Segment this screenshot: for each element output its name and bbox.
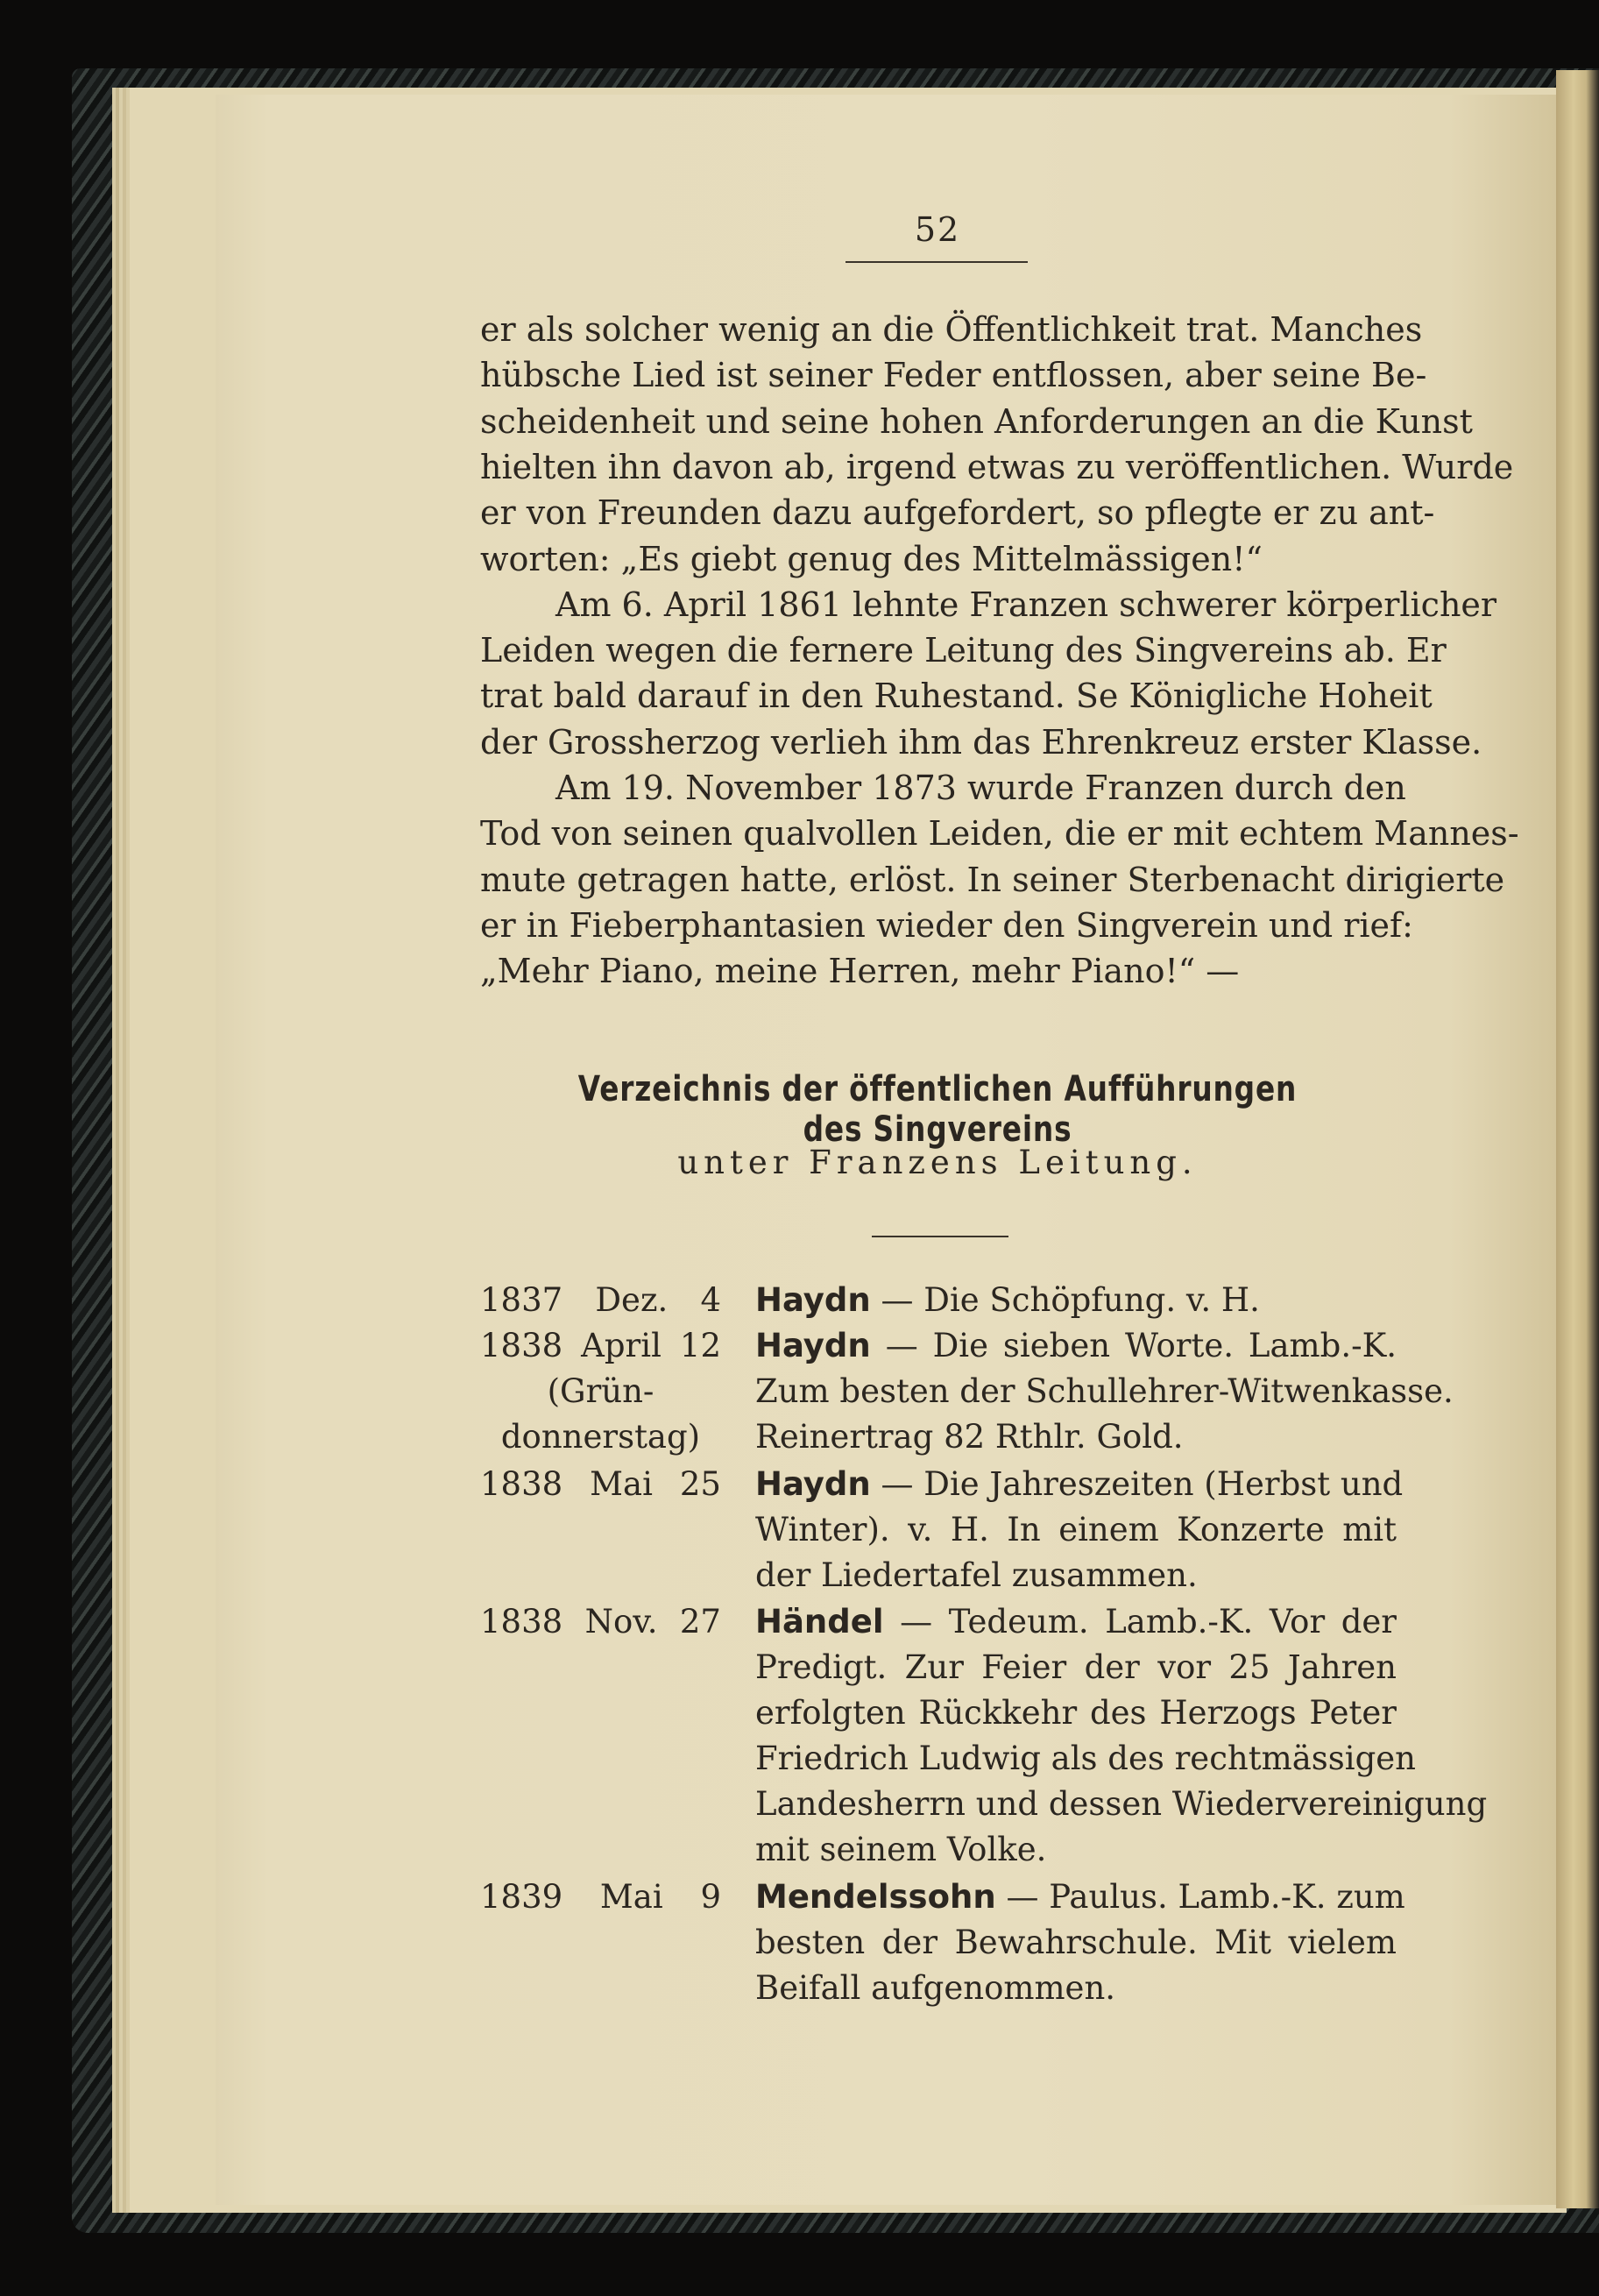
entry-date-note: donnerstag) [500, 1418, 701, 1456]
entry-line [755, 1278, 1397, 1323]
entry-work: — Paulus. Lamb.-K. zum [1006, 1878, 1405, 1917]
section-rule [872, 1236, 1008, 1237]
section-heading: Verzeichnis der öffentlichen Aufführungen des Singvereins [577, 1069, 1298, 1150]
entry-month: Nov. [584, 1602, 658, 1641]
entry-line: besten der Bewahrschule. Mit vielem [755, 1924, 1397, 1962]
entry-date [480, 1599, 721, 1645]
entry-day: 25 [679, 1464, 721, 1503]
section-subheading: unter Franzens Leitung. [677, 1144, 1198, 1181]
entry-composer: Haydn [755, 1464, 871, 1503]
entry-description [755, 1874, 1405, 2011]
entry-line [755, 1599, 1397, 1645]
facing-page-edge [1556, 70, 1599, 2208]
entry-date [480, 1874, 721, 1920]
entry-line: der Liedertafel zusammen. [755, 1555, 1198, 1594]
entry-month: Mai [590, 1464, 653, 1503]
entry-day: 9 [700, 1878, 721, 1917]
text-line: er in Fieberphantasien wieder den Singverein und rief: [480, 905, 1413, 945]
entry-work: — Die Schöpfung. v. H. [881, 1281, 1260, 1319]
page-number-rule [845, 261, 1028, 263]
entry-composer: Haydn [755, 1281, 871, 1319]
entry-line [755, 1874, 1405, 1920]
text-line: Am 6. April 1861 lehnte Franzen schwerer körperlicher [555, 585, 1497, 624]
entry-line: Predigt. Zur Feier der vor 25 Jahren [755, 1648, 1397, 1686]
entry-line: Landesherrn und dessen Wiedervereinigung [755, 1784, 1488, 1823]
entry-line: mit seinem Volke. [755, 1830, 1047, 1868]
entry-line [755, 1323, 1397, 1369]
text-line: worten: „Es giebt genug des Mittelmässigen!“ [480, 539, 1263, 578]
text-line: er von Freunden dazu aufgefordert, so pflegte er zu ant- [480, 493, 1435, 533]
text-line: hielten ihn davon ab, irgend etwas zu veröffentlichen. Wurde [480, 447, 1514, 486]
text-line: „Mehr Piano, meine Herren, mehr Piano!“ — [480, 952, 1240, 991]
entry-work: — Die sieben Worte. Lamb.-K. [885, 1327, 1397, 1365]
text-line: der Grossherzog verlieh ihm das Ehrenkreuz erster Klasse. [480, 722, 1482, 762]
entry-date-note: (Grün- [547, 1372, 654, 1411]
entry-day: 4 [700, 1281, 721, 1319]
entry-year: 1838 [480, 1464, 563, 1503]
entry-work: — Die Jahreszeiten (Herbst und [881, 1464, 1404, 1503]
entry-description [755, 1599, 1488, 1873]
entry-date [480, 1278, 721, 1323]
entry-line: Reinertrag 82 Rthlr. Gold. [755, 1418, 1184, 1456]
text-line: Tod von seinen qualvollen Leiden, die er mit echtem Mannes- [480, 814, 1519, 854]
text-line: scheidenheit und seine hohen Anforderungen an die Kunst [480, 401, 1473, 441]
entry-year: 1838 [480, 1602, 563, 1641]
text-line: mute getragen hatte, erlöst. In seiner Sterbenacht dirigierte [480, 860, 1505, 899]
entry-date [480, 1323, 721, 1460]
entry-composer: Mendelssohn [755, 1878, 996, 1917]
entry-year: 1838 [480, 1327, 563, 1365]
entry-line: Friedrich Ludwig als des rechtmässigen [755, 1739, 1416, 1777]
entry-month: Mai [599, 1878, 663, 1917]
text-line: hübsche Lied ist seiner Feder entflossen, aber seine Be- [480, 356, 1427, 395]
entry-description [755, 1278, 1397, 1323]
entry-line: erfolgten Rückkehr des Herzogs Peter [755, 1693, 1397, 1732]
entry-line: Zum besten der Schullehrer-Witwenkasse. [755, 1372, 1454, 1411]
entry-work: — Tedeum. Lamb.-K. Vor der [900, 1602, 1397, 1641]
entry-day: 12 [679, 1327, 721, 1365]
entry-description [755, 1323, 1454, 1460]
text-line: Am 19. November 1873 wurde Franzen durch den [555, 769, 1406, 807]
entry-composer: Haydn [755, 1327, 871, 1365]
entry-month: April [581, 1327, 662, 1365]
entry-composer: Händel [755, 1602, 884, 1641]
entry-description [755, 1462, 1404, 1598]
entry-day: 27 [679, 1602, 721, 1641]
text-line: er als solcher wenig an die Öffentlichkeit trat. Manches [480, 310, 1423, 349]
entry-month: Dez. [595, 1281, 669, 1319]
entry-line [755, 1462, 1404, 1507]
entry-year: 1837 [480, 1281, 563, 1319]
entry-date [480, 1462, 721, 1507]
page-number: 52 [914, 210, 961, 249]
text-line: trat bald darauf in den Ruhestand. Se Königliche Hoheit [480, 677, 1433, 716]
entry-line: Winter). v. H. In einem Konzerte mit [755, 1510, 1397, 1548]
text-line: Leiden wegen die fernere Leitung des Singvereins ab. Er [480, 631, 1447, 670]
entry-year: 1839 [480, 1878, 563, 1917]
entry-line: Beifall aufgenommen. [755, 1969, 1116, 2008]
